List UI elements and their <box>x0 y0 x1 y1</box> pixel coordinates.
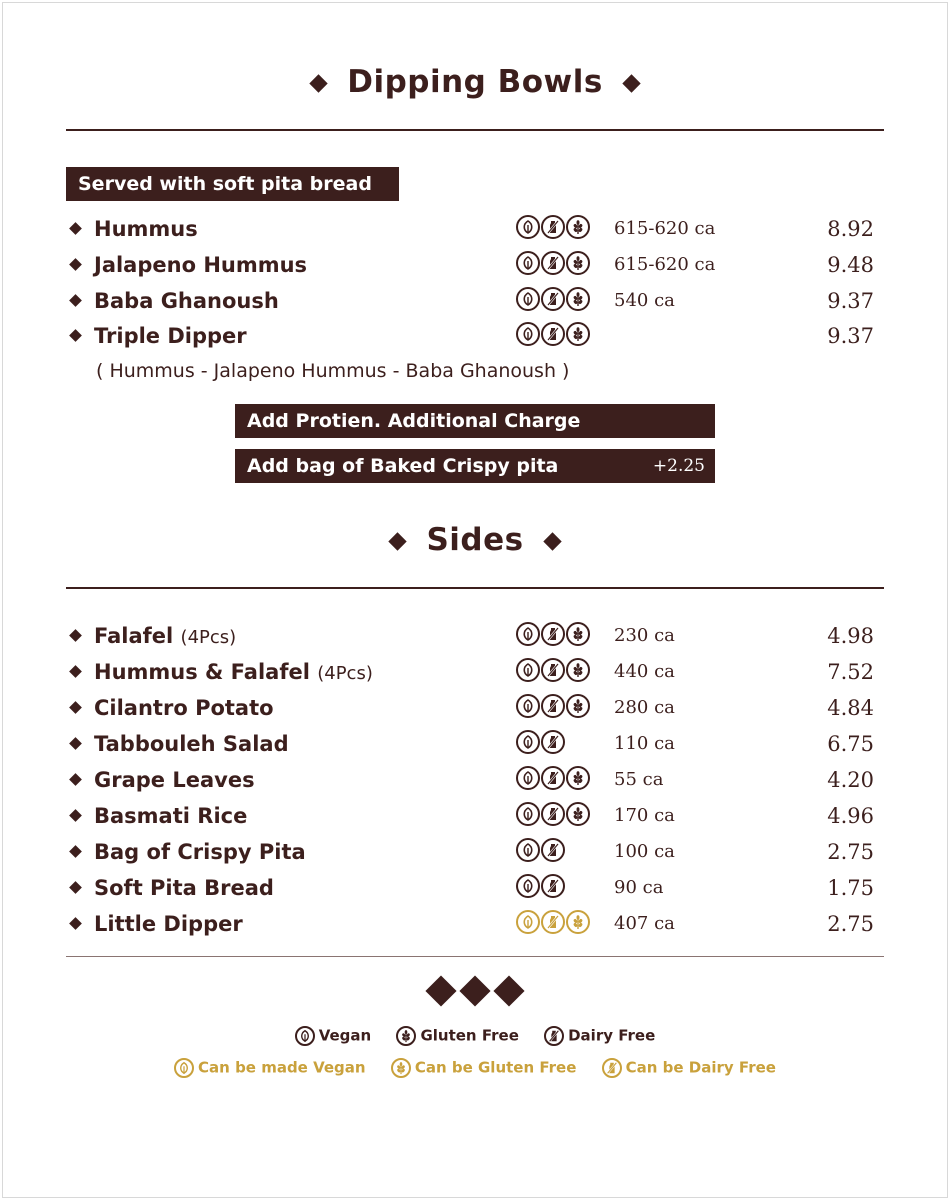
item-name <box>94 286 279 316</box>
item-calories: 615-620 ca <box>614 218 716 239</box>
legend <box>0 1026 950 1046</box>
diamond-icon <box>310 74 328 92</box>
menu-item <box>66 321 884 355</box>
diamond-bullet-icon <box>69 294 82 307</box>
legend-optional <box>0 1058 950 1078</box>
diet-icons <box>516 215 591 243</box>
gluten-free-icon <box>566 322 590 346</box>
vegan-icon <box>516 251 540 275</box>
item-name-text: Grape Leaves <box>94 768 255 792</box>
diamond-bullet-icon <box>69 737 82 750</box>
item-calories: 407 ca <box>614 913 675 934</box>
item-name <box>94 621 236 653</box>
item-calories: 615-620 ca <box>614 254 716 275</box>
gluten-free-icon <box>566 287 590 311</box>
gluten-free-icon <box>566 251 590 275</box>
item-price: 7.52 <box>827 660 874 684</box>
legend-label: Vegan <box>318 1026 372 1045</box>
dairy-free-icon <box>541 766 565 790</box>
item-price: 4.84 <box>827 696 874 720</box>
gluten-free-icon <box>566 658 590 682</box>
dairy-free-icon <box>541 910 565 934</box>
item-calories: 440 ca <box>614 661 675 682</box>
vegan-icon <box>516 874 540 898</box>
vegan-icon <box>516 658 540 682</box>
diet-icons <box>516 694 591 722</box>
add-pita-label: Add bag of Baked Crispy pita <box>247 455 559 477</box>
divider <box>66 956 884 957</box>
diamond-icon <box>622 74 640 92</box>
item-price: 4.96 <box>827 804 874 828</box>
menu-item <box>66 801 884 835</box>
item-name-text: Falafel <box>94 624 174 648</box>
legend-label: Gluten Free <box>420 1026 519 1045</box>
item-name <box>94 837 306 867</box>
item-name <box>94 657 373 689</box>
diamond-bullet-icon <box>69 222 82 235</box>
vegan-icon <box>516 694 540 718</box>
vegan-icon <box>295 1026 315 1046</box>
diet-icons <box>516 322 591 350</box>
item-price: 4.20 <box>827 768 874 792</box>
section-title: Sides <box>426 522 524 558</box>
legend-label: Can be Gluten Free <box>414 1058 577 1077</box>
item-note: (4Pcs) <box>317 663 373 684</box>
item-name <box>94 909 243 939</box>
vegan-icon <box>516 622 540 646</box>
diet-icons <box>516 251 591 279</box>
item-calories: 170 ca <box>614 805 675 826</box>
legend-label: Can be Dairy Free <box>625 1058 776 1077</box>
dairy-free-icon <box>541 287 565 311</box>
diamond-icon <box>389 532 407 550</box>
divider <box>66 587 884 589</box>
item-price: 9.48 <box>827 253 874 277</box>
legend-label: Can be made Vegan <box>198 1058 366 1077</box>
item-name-text: Jalapeno Hummus <box>94 253 308 277</box>
menu-item <box>66 286 884 320</box>
legend-can-gluten-free <box>391 1058 577 1078</box>
section-title: Dipping Bowls <box>347 64 603 100</box>
gluten-free-icon <box>566 802 590 826</box>
item-name-text: Tabbouleh Salad <box>94 732 289 756</box>
legend-vegan <box>295 1026 372 1046</box>
dairy-free-icon <box>541 802 565 826</box>
diamond-bullet-icon <box>69 329 82 342</box>
gluten-free-icon <box>566 215 590 239</box>
gluten-free-icon <box>566 622 590 646</box>
add-protein-label: Add Protien. Additional Charge <box>247 410 581 432</box>
menu-item <box>66 909 884 943</box>
diamond-bullet-icon <box>69 917 82 930</box>
item-name-text: Baba Ghanoush <box>94 289 279 313</box>
item-price: 2.75 <box>827 912 874 936</box>
sides-heading <box>0 522 950 558</box>
item-price: 4.98 <box>827 624 874 648</box>
menu-item <box>66 873 884 907</box>
item-name <box>94 873 274 903</box>
diet-icons <box>516 658 591 686</box>
vegan-icon <box>516 322 540 346</box>
gluten-free-icon <box>566 910 590 934</box>
item-name <box>94 765 255 795</box>
menu-item <box>66 765 884 799</box>
diet-icons <box>516 802 591 830</box>
diet-icons <box>516 766 591 794</box>
triple-diamond-ornament <box>0 980 950 1006</box>
item-calories: 230 ca <box>614 625 675 646</box>
vegan-icon <box>516 215 540 239</box>
menu-item <box>66 214 884 248</box>
menu-item <box>66 693 884 727</box>
item-note: (4Pcs) <box>180 627 237 648</box>
dairy-free-icon <box>541 251 565 275</box>
dairy-free-icon <box>541 694 565 718</box>
dairy-free-icon <box>541 838 565 862</box>
diet-icons <box>516 730 566 758</box>
diamond-bullet-icon <box>69 629 82 642</box>
legend-can-dairy-free <box>602 1058 776 1078</box>
item-price: 9.37 <box>827 289 874 313</box>
vegan-icon <box>516 838 540 862</box>
item-name-text: Soft Pita Bread <box>94 876 274 900</box>
dairy-free-icon <box>544 1026 564 1046</box>
vegan-icon <box>516 910 540 934</box>
diamond-bullet-icon <box>69 845 82 858</box>
item-name <box>94 250 307 280</box>
dipping-bowls-heading <box>0 64 950 100</box>
item-name-text: Bag of Crispy Pita <box>94 840 306 864</box>
vegan-icon <box>516 730 540 754</box>
menu-item <box>66 729 884 763</box>
diamond-bullet-icon <box>69 773 82 786</box>
item-name <box>94 801 247 831</box>
vegan-icon <box>516 287 540 311</box>
item-calories: 55 ca <box>614 769 664 790</box>
vegan-icon <box>174 1058 194 1078</box>
diamond-bullet-icon <box>69 809 82 822</box>
dairy-free-icon <box>541 322 565 346</box>
menu-item <box>66 837 884 871</box>
item-name-text: Hummus <box>94 217 198 241</box>
menu-item <box>66 621 884 655</box>
gluten-free-icon <box>396 1026 416 1046</box>
triple-dipper-note: ( Hummus - Jalapeno Hummus - Baba Ghanoush ) <box>96 360 570 382</box>
menu-item <box>66 250 884 284</box>
item-price: 2.75 <box>827 840 874 864</box>
item-calories: 540 ca <box>614 290 675 311</box>
diamond-bullet-icon <box>69 258 82 271</box>
menu-item <box>66 657 884 691</box>
item-name-text: Hummus & Falafel <box>94 660 310 684</box>
diamond-icon <box>493 975 524 1006</box>
diet-icons <box>516 622 591 650</box>
item-calories: 90 ca <box>614 877 664 898</box>
item-name-text: Triple Dipper <box>94 324 247 348</box>
diet-icons <box>516 838 566 866</box>
legend-can-vegan <box>174 1058 366 1078</box>
item-name <box>94 321 247 351</box>
item-name <box>94 214 198 244</box>
vegan-icon <box>516 766 540 790</box>
add-pita-tag <box>235 449 715 483</box>
item-name-text: Little Dipper <box>94 912 243 936</box>
dairy-free-icon <box>541 874 565 898</box>
served-with-tag: Served with soft pita bread <box>66 167 399 201</box>
diamond-icon <box>459 975 490 1006</box>
item-name <box>94 729 289 759</box>
item-price: 8.92 <box>827 217 874 241</box>
item-name <box>94 693 274 723</box>
item-price: 9.37 <box>827 324 874 348</box>
add-pita-price: +2.25 <box>652 456 705 476</box>
add-protein-tag <box>235 404 715 438</box>
dairy-free-icon <box>541 622 565 646</box>
item-name-text: Basmati Rice <box>94 804 248 828</box>
diamond-icon <box>425 975 456 1006</box>
diet-icons <box>516 874 566 902</box>
item-price: 6.75 <box>827 732 874 756</box>
diamond-icon <box>543 532 561 550</box>
diamond-bullet-icon <box>69 665 82 678</box>
vegan-icon <box>516 802 540 826</box>
item-calories: 100 ca <box>614 841 675 862</box>
item-calories: 110 ca <box>614 733 675 754</box>
dairy-free-icon <box>541 215 565 239</box>
legend-dairy-free <box>544 1026 655 1046</box>
diamond-bullet-icon <box>69 881 82 894</box>
item-calories: 280 ca <box>614 697 675 718</box>
item-name-text: Cilantro Potato <box>94 696 274 720</box>
gluten-free-icon <box>391 1058 411 1078</box>
gluten-free-icon <box>566 766 590 790</box>
dairy-free-icon <box>541 658 565 682</box>
gluten-free-icon <box>566 694 590 718</box>
diet-icons <box>516 287 591 315</box>
diet-icons <box>516 910 591 938</box>
divider <box>66 129 884 131</box>
legend-label: Dairy Free <box>568 1026 656 1045</box>
item-price: 1.75 <box>827 876 874 900</box>
diamond-bullet-icon <box>69 701 82 714</box>
legend-gluten-free <box>396 1026 518 1046</box>
dairy-free-icon <box>602 1058 622 1078</box>
dairy-free-icon <box>541 730 565 754</box>
